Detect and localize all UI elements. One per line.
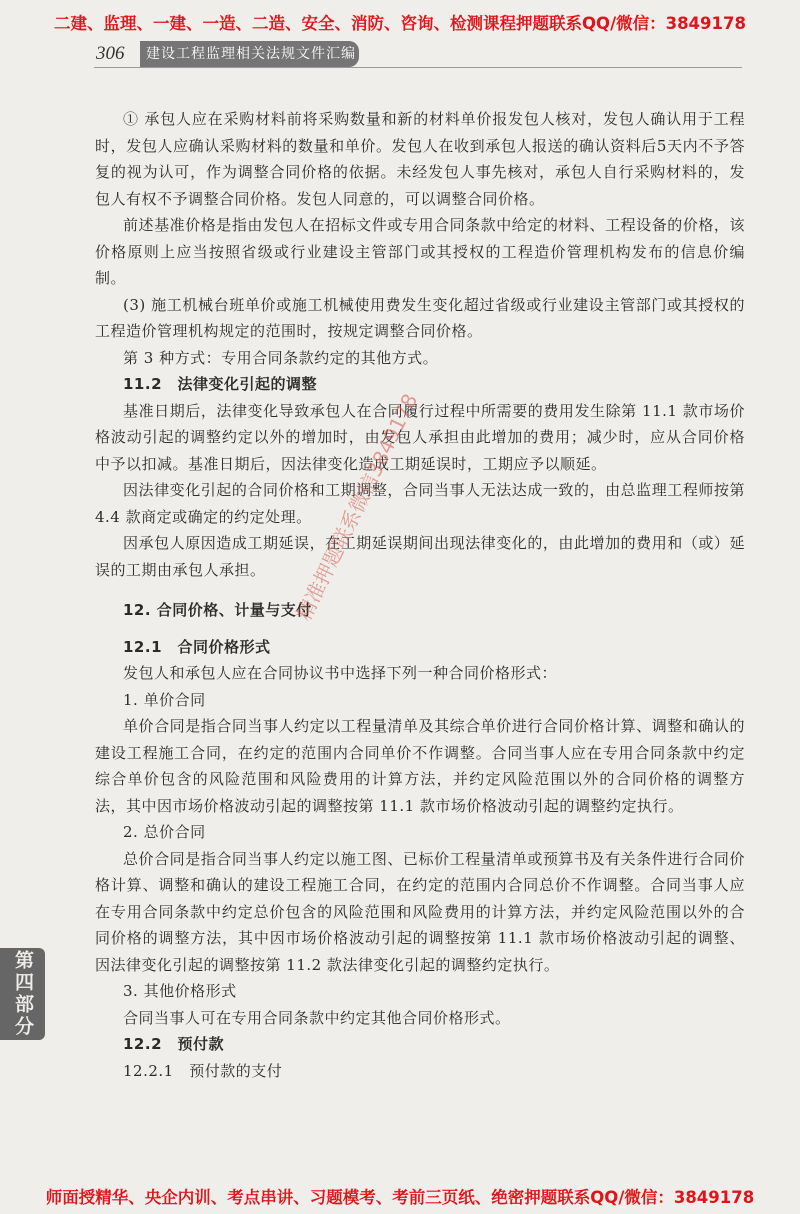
paragraph: 因法律变化引起的合同价格和工期调整，合同当事人无法达成一致的，由总监理工程师按第 4.4 款商定或确定的约定处理。 [95,481,745,526]
chapter-heading-12: 12. 合同价格、计量与支付 [123,601,312,619]
paragraph: 合同当事人可在专用合同条款中约定其他合同价格形式。 [123,1008,511,1027]
paragraph: 发包人和承包人应在合同协议书中选择下列一种合同价格形式： [123,664,558,682]
watermark: 精准押题联系微信3849178 [291,389,423,625]
paragraph: (3) 施工机械台班单价或施工机械使用费发生变化超过省级或行业建设主管部门或其授权的工程造价管理机构规定的范围时，按规定调整合同价格。 [95,295,745,340]
book-title: 建设工程监理相关法规文件汇编 [146,46,356,62]
paragraph: 前述基准价格是指由发包人在招标文件或专用合同条款中给定的材料、工程设备的价格，该价格原则上应当按照省级或行业建设主管部门或其授权的工程造价管理机构发布的信息价编制。 [95,216,745,287]
section-heading-12-1: 12.1 合同价格形式 [123,637,271,656]
subsection-heading: 12.2.1 预付款的支付 [123,1061,283,1080]
paragraph: 单价合同是指合同当事人约定以工程量清单及其综合单价进行合同价格计算、调整和确认的建设工程施工合同，在约定的范围内合同单价不作调整。合同当事人应在专用合同条款中约定综合单价包含的风险范围和风险费用的计算方法，并约定风险范围以外的合同价格的调整方法，其中因市场价格波动引起的调整按第 11.1 款市场价格波动引起的调整约定执行。 [95,717,745,815]
promo-banner-top: 二建、监理、一建、一造、二造、安全、消防、咨询、检测课程押题联系QQ/微信：3849178 [54,14,746,33]
promo-banner-bottom: 师面授精华、央企内训、考点串讲、习题模考、考前三页纸、绝密押题联系QQ/微信：3849178 [45,1188,755,1207]
paragraph: 第 3 种方式：专用合同条款约定的其他方式。 [123,348,439,367]
paragraph: ① 承包人应在采购材料前将采购数量和新的材料单价报发包人核对，发包人确认用于工程时，发包人应确认采购材料的数量和单价。发包人在收到承包人报送的确认资料后5天内不予答复的视为认可，作为调整合同价格的依据。未经发包人事先核对，承包人自行采购材料的，发包人有权不予调整合同价格。发包人同意的，可以调整合同价格。 [95,110,745,208]
list-heading: 3. 其他价格形式 [123,982,237,1000]
section-heading-11-2: 11.2 法律变化引起的调整 [123,375,318,393]
part-side-tab: 第四部分 [0,948,45,1040]
list-heading: 1. 单价合同 [123,690,206,709]
paragraph: 总价合同是指合同当事人约定以施工图、已标价工程量清单或预算书及有关条件进行合同价格计算、调整和确认的建设工程施工合同，在约定的范围内合同总价不作调整。合同当事人应在专用合同条款中约定总价包含的风险范围和风险费用的计算方法，并约定风险范围以外的合同价格的调整方法，其中因市场价格波动引起的调整按第 11.1 款市场价格波动引起的调整、因法律变化引起的调整按第 11.2 款法律变化引起的调整约定执行。 [95,849,745,974]
list-heading: 2. 总价合同 [123,823,206,841]
paragraph: 因承包人原因造成工期延误，在工期延误期间出现法律变化的，由此增加的费用和（或）延误的工期由承包人承担。 [95,534,745,579]
page-number: 306 [90,40,140,68]
section-heading-12-2: 12.2 预付款 [123,1035,225,1053]
header-divider [94,67,742,68]
paragraph: 基准日期后，法律变化导致承包人在合同履行过程中所需要的费用发生除第 11.1 款市场价格波动引起的调整约定以外的增加时，由发包人承担由此增加的费用；减少时，应从合同价格中予以扣减。基准日期后，因法律变化造成工期延误时，工期应予以顺延。 [95,401,745,473]
page-body [95,106,745,1084]
